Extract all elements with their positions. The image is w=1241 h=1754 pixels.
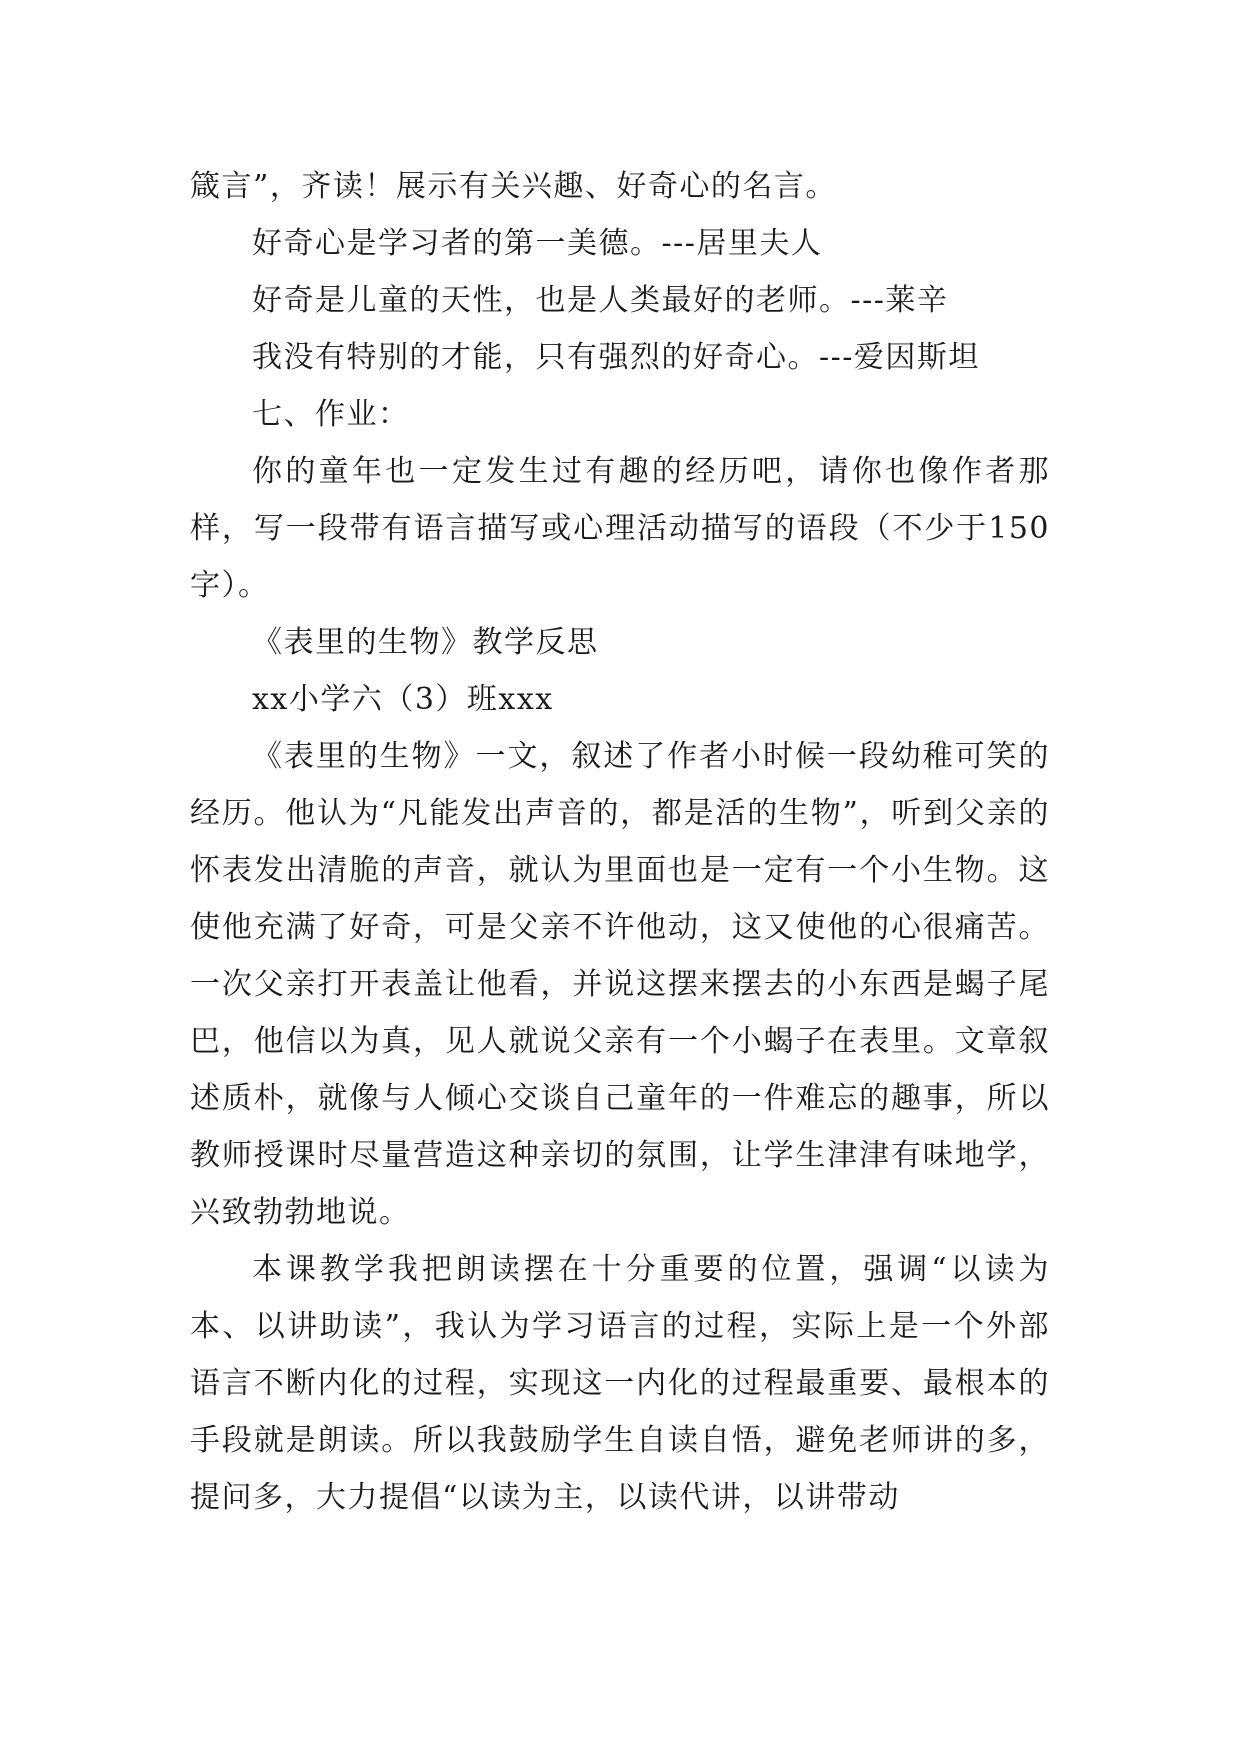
document-body xyxy=(190,158,1050,1526)
paragraph-reading-focus: 本课教学我把朗读摆在十分重要的位置，强调“以读为本、以讲助读”，我认为学习语言的过程，实际上是一个外部语言不断内化的过程，实现这一内化的过程最重要、最根本的手段就是朗读。所以我鼓励学生自读自悟，避免老师讲的多，提问多，大力提倡“以读为主，以读代讲，以讲带动 xyxy=(190,1252,1050,1515)
author-line: xx小学六（3）班xxx xyxy=(252,682,554,717)
paragraph-homework: 你的童年也一定发生过有趣的经历吧，请你也像作者那样，写一段带有语言描写或心理活动描写的语段（不少于150字）。 xyxy=(190,454,1050,603)
paragraph-summary: 《表里的生物》一文，叙述了作者小时候一段幼稚可笑的经历。他认为“凡能发出声音的，都是活的生物”，听到父亲的怀表发出清脆的声音，就认为里面也是一定有一个小生物。这使他充满了好奇，可是父亲不许他动，这又使他的心很痛苦。一次父亲打开表盖让他看，并说这摆来摆去的小东西是蝎子尾巴，他信以为真，见人就说父亲有一个小蝎子在表里。文章叙述质朴，就像与人倾心交谈自己童年的一件难忘的趣事，所以教师授课时尽量营造这种亲切的氛围，让学生津津有味地学，兴致勃勃地说。 xyxy=(190,739,1050,1230)
section-heading-homework: 七、作业： xyxy=(252,397,410,432)
quote-lessing: 好奇是儿童的天性，也是人类最好的老师。---莱辛 xyxy=(252,283,949,318)
quote-einstein: 我没有特别的才能，只有强烈的好奇心。---爱因斯坦 xyxy=(252,340,980,375)
quote-curie: 好奇心是学习者的第一美德。---居里夫人 xyxy=(252,226,823,261)
reflection-title: 《表里的生物》教学反思 xyxy=(252,625,599,660)
paragraph-proverb-intro: 箴言”，齐读！展示有关兴趣、好奇心的名言。 xyxy=(190,169,837,204)
